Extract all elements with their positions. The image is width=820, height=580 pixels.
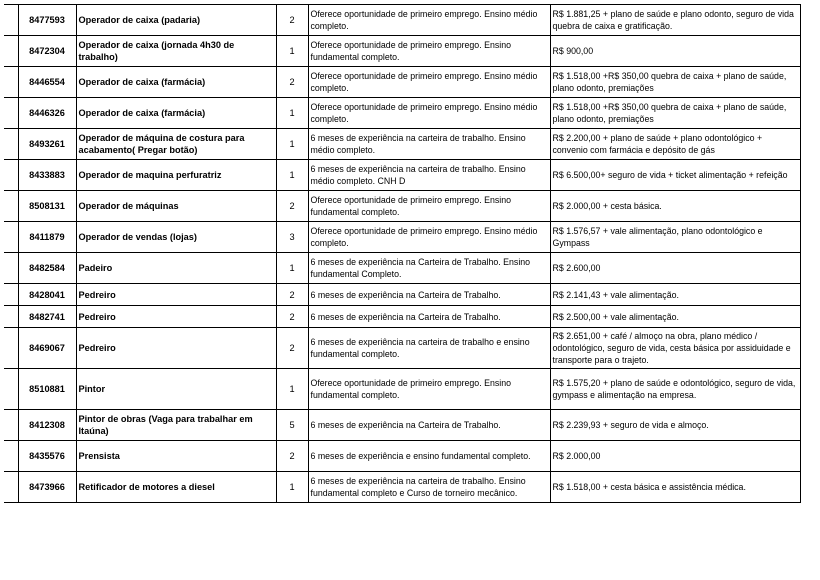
job-vacancies: 2: [276, 328, 308, 369]
job-code: 8412308: [18, 410, 76, 441]
row-margin-cell: [4, 222, 18, 253]
job-salary-benefits: R$ 2.651,00 + café / almoço na obra, plano médico / odontológico, seguro de vida, cesta básica por assiduidade e transporte para o trajeto.: [550, 328, 800, 369]
table-row: [4, 222, 800, 253]
job-requirements: 6 meses de experiência na Carteira de Trabalho.: [308, 306, 550, 328]
job-requirements: 6 meses de experiência na Carteira de Trabalho.: [308, 410, 550, 441]
job-code: 8477593: [18, 5, 76, 36]
job-requirements: Oferece oportunidade de primeiro emprego. Ensino médio completo.: [308, 5, 550, 36]
job-vacancies: 3: [276, 222, 308, 253]
row-margin-cell: [4, 129, 18, 160]
row-margin-cell: [4, 369, 18, 410]
job-requirements: 6 meses de experiência e ensino fundamental completo.: [308, 441, 550, 472]
job-salary-benefits: R$ 1.575,20 + plano de saúde e odontológico, seguro de vida, gympass e alimentação na empresa.: [550, 369, 800, 410]
job-vacancies: 2: [276, 284, 308, 306]
job-requirements: Oferece oportunidade de primeiro emprego. Ensino médio completo.: [308, 98, 550, 129]
job-code: 8482584: [18, 253, 76, 284]
job-code: 8508131: [18, 191, 76, 222]
job-salary-benefits: R$ 2.000,00: [550, 441, 800, 472]
row-margin-cell: [4, 36, 18, 67]
job-code: 8482741: [18, 306, 76, 328]
job-code: 8493261: [18, 129, 76, 160]
job-title: Pedreiro: [76, 284, 276, 306]
table-row: [4, 472, 800, 503]
job-title: Pedreiro: [76, 328, 276, 369]
job-vacancies: 2: [276, 191, 308, 222]
job-requirements: 6 meses de experiência na carteira de trabalho. Ensino fundamental completo e Curso de torneiro mecânico.: [308, 472, 550, 503]
job-vacancies: 1: [276, 253, 308, 284]
table-row: [4, 369, 800, 410]
job-requirements: 6 meses de experiência na carteira de trabalho. Ensino médio completo. CNH D: [308, 160, 550, 191]
row-margin-cell: [4, 306, 18, 328]
row-margin-cell: [4, 67, 18, 98]
job-vacancies: 1: [276, 98, 308, 129]
job-requirements: Oferece oportunidade de primeiro emprego. Ensino médio completo.: [308, 222, 550, 253]
row-margin-cell: [4, 284, 18, 306]
job-code: 8446554: [18, 67, 76, 98]
job-vacancies: 1: [276, 160, 308, 191]
job-vacancies: 2: [276, 67, 308, 98]
job-title: Pintor de obras (Vaga para trabalhar em Itaúna): [76, 410, 276, 441]
row-margin-cell: [4, 410, 18, 441]
job-salary-benefits: R$ 2.200,00 + plano de saúde + plano odontológico + convenio com farmácia e depósito de gás: [550, 129, 800, 160]
job-salary-benefits: R$ 2.500,00 + vale alimentação.: [550, 306, 800, 328]
job-requirements: Oferece oportunidade de primeiro emprego. Ensino fundamental completo.: [308, 369, 550, 410]
row-margin-cell: [4, 98, 18, 129]
job-requirements: 6 meses de experiência na carteira de trabalho. Ensino médio completo.: [308, 129, 550, 160]
job-code: 8473966: [18, 472, 76, 503]
job-title: Operador de caixa (farmácia): [76, 98, 276, 129]
job-salary-benefits: R$ 1.881,25 + plano de saúde e plano odonto, seguro de vida quebra de caixa e gratificação.: [550, 5, 800, 36]
table-row: [4, 129, 800, 160]
row-margin-cell: [4, 441, 18, 472]
job-listings-sheet: [4, 4, 800, 555]
table-row: [4, 253, 800, 284]
job-salary-benefits: R$ 2.600,00: [550, 253, 800, 284]
row-margin-cell: [4, 328, 18, 369]
job-vacancies: 1: [276, 369, 308, 410]
job-code: 8472304: [18, 36, 76, 67]
job-title: Prensista: [76, 441, 276, 472]
table-row: [4, 191, 800, 222]
job-code: 8469067: [18, 328, 76, 369]
job-code: 8428041: [18, 284, 76, 306]
job-title: Operador de caixa (jornada 4h30 de trabalho): [76, 36, 276, 67]
table-row: [4, 160, 800, 191]
job-code: 8433883: [18, 160, 76, 191]
job-vacancies: 1: [276, 472, 308, 503]
job-vacancies: 2: [276, 306, 308, 328]
row-margin-cell: [4, 191, 18, 222]
row-margin-cell: [4, 253, 18, 284]
table-row: [4, 306, 800, 328]
job-title: Operador de caixa (padaria): [76, 5, 276, 36]
table-row: [4, 36, 800, 67]
job-title: Padeiro: [76, 253, 276, 284]
job-code: 8435576: [18, 441, 76, 472]
table-row: [4, 410, 800, 441]
table-row: [4, 67, 800, 98]
job-salary-benefits: R$ 2.141,43 + vale alimentação.: [550, 284, 800, 306]
job-title: Operador de caixa (farmácia): [76, 67, 276, 98]
job-salary-benefits: R$ 6.500,00+ seguro de vida + ticket alimentação + refeição: [550, 160, 800, 191]
job-requirements: Oferece oportunidade de primeiro emprego. Ensino fundamental completo.: [308, 36, 550, 67]
job-title: Retificador de motores a diesel: [76, 472, 276, 503]
job-title: Operador de máquina de costura para acabamento( Pregar botão): [76, 129, 276, 160]
job-title: Pintor: [76, 369, 276, 410]
job-title: Operador de maquina perfuratriz: [76, 160, 276, 191]
job-code: 8446326: [18, 98, 76, 129]
job-listings-table: [4, 4, 801, 503]
job-salary-benefits: R$ 1.576,57 + vale alimentação, plano odontológico e Gympass: [550, 222, 800, 253]
row-margin-cell: [4, 5, 18, 36]
job-salary-benefits: R$ 900,00: [550, 36, 800, 67]
job-salary-benefits: R$ 1.518,00 +R$ 350,00 quebra de caixa + plano de saúde, plano odonto, premiações: [550, 98, 800, 129]
table-row: [4, 5, 800, 36]
job-requirements: Oferece oportunidade de primeiro emprego. Ensino fundamental completo.: [308, 191, 550, 222]
job-requirements: 6 meses de experiência na carteira de trabalho e ensino fundamental completo.: [308, 328, 550, 369]
job-salary-benefits: R$ 1.518,00 + cesta básica e assistência médica.: [550, 472, 800, 503]
row-margin-cell: [4, 160, 18, 191]
job-code: 8510881: [18, 369, 76, 410]
job-vacancies: 1: [276, 36, 308, 67]
job-salary-benefits: R$ 2.000,00 + cesta básica.: [550, 191, 800, 222]
job-requirements: 6 meses de experiência na Carteira de Trabalho.: [308, 284, 550, 306]
job-vacancies: 2: [276, 5, 308, 36]
job-code: 8411879: [18, 222, 76, 253]
job-vacancies: 5: [276, 410, 308, 441]
row-margin-cell: [4, 472, 18, 503]
table-row: [4, 284, 800, 306]
job-vacancies: 2: [276, 441, 308, 472]
job-title: Operador de vendas (lojas): [76, 222, 276, 253]
job-title: Pedreiro: [76, 306, 276, 328]
table-row: [4, 328, 800, 369]
job-requirements: Oferece oportunidade de primeiro emprego. Ensino médio completo.: [308, 67, 550, 98]
job-salary-benefits: R$ 1.518,00 +R$ 350,00 quebra de caixa + plano de saúde, plano odonto, premiações: [550, 67, 800, 98]
table-row: [4, 441, 800, 472]
table-row: [4, 98, 800, 129]
job-title: Operador de máquinas: [76, 191, 276, 222]
job-vacancies: 1: [276, 129, 308, 160]
job-salary-benefits: R$ 2.239,93 + seguro de vida e almoço.: [550, 410, 800, 441]
job-requirements: 6 meses de experiência na Carteira de Trabalho. Ensino fundamental Completo.: [308, 253, 550, 284]
